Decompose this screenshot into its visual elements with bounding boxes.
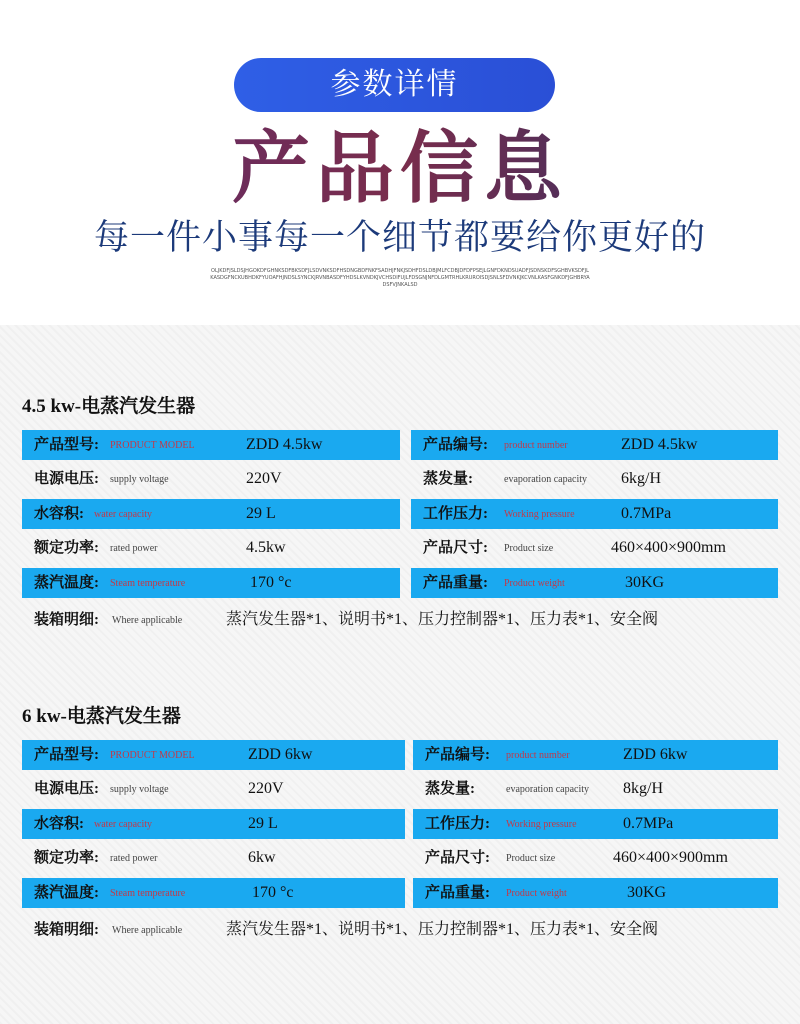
spec-label-en: Steam temperature — [110, 888, 186, 899]
spec-value: 220V — [248, 780, 284, 797]
spec-cell-evaporation — [413, 774, 778, 804]
page-subtitle: 每一件小事每一个细节都要给你更好的 — [93, 218, 706, 258]
spec-label: 额定功率: — [34, 540, 99, 556]
spec-label: 产品尺寸: — [425, 850, 490, 866]
spec-value: 29 L — [248, 815, 278, 832]
spec-label-en: Product weight — [506, 888, 567, 899]
spec-cell-water-capacity — [22, 499, 400, 529]
spec-cell-number — [411, 430, 778, 460]
spec-value: 0.7MPa — [623, 815, 674, 832]
spec-value: 170 °c — [250, 574, 292, 591]
spec-cell-voltage — [22, 464, 400, 494]
spec-label-en: product number — [506, 750, 570, 761]
spec-value: 170 °c — [252, 884, 294, 901]
spec-label: 装箱明细: — [34, 612, 99, 628]
spec-cell-size — [413, 843, 778, 873]
spec-label: 蒸汽温度: — [34, 885, 99, 901]
spec-label: 产品编号: — [423, 437, 488, 453]
spec-cell-voltage — [22, 774, 405, 804]
spec-label: 水容积: — [34, 816, 84, 832]
spec-label-en: evaporation capacity — [504, 474, 588, 485]
spec-label-en: Working pressure — [506, 819, 577, 830]
spec-label-en: supply voltage — [110, 784, 169, 795]
spec-label: 额定功率: — [34, 850, 99, 866]
spec-value: 4.5kw — [246, 539, 286, 556]
spec-value: 6kg/H — [621, 470, 661, 487]
spec-value: 8kg/H — [623, 780, 663, 797]
page-title: 产品信息 — [0, 123, 800, 215]
header-area — [0, 0, 800, 325]
spec-label: 工作压力: — [423, 506, 488, 522]
spec-value: 30KG — [627, 884, 667, 901]
spec-label-en: Product size — [504, 543, 554, 554]
spec-value: 460×400×900mm — [611, 539, 726, 556]
spec-cell-evaporation — [411, 464, 778, 494]
decorative-fine-print: OLJKDFJSLDSJHGOKDFGHNKSDFBKSDFJLSDVNKSDFHSDNGBDFNKFSADHJFNKJSDHFDSLDBJMLFCDBJDFDFPSEJLGNFDKNDSUADFJSDNSKDFSGHBVKSDFJLKASDGFNCKUBHDKFYUOAFHJNDSLSYNCKJRVNBASDFYHDSLKVNDKJVCHSDIFUJLFDSGNJNFDLGMTRHLKRUROISDJSNLSFDVNKJKCVNLKASFGNKDFJGHBRYADSFVJNKALSD — [210, 268, 590, 288]
spec-value: 蒸汽发生器*1、说明书*1、压力控制器*1、压力表*1、安全阀 — [226, 921, 659, 938]
spec-label: 电源电压: — [34, 471, 99, 487]
spec-value: ZDD 6kw — [248, 746, 313, 763]
spec-label: 产品重量: — [423, 575, 488, 591]
spec-label-en: water capacity — [94, 509, 153, 520]
spec-label-en: supply voltage — [110, 474, 169, 485]
spec-label-en: Where applicable — [112, 925, 183, 936]
spec-label: 蒸汽温度: — [34, 575, 99, 591]
spec-label-en: Product size — [506, 853, 556, 864]
spec-value: 30KG — [625, 574, 665, 591]
spec-cell-number — [413, 740, 778, 770]
spec-cell-power — [22, 843, 405, 873]
spec-label-en: rated power — [110, 543, 158, 554]
spec-cell-weight — [413, 878, 778, 908]
spec-value: 0.7MPa — [621, 505, 672, 522]
spec-label-en: evaporation capacity — [506, 784, 590, 795]
spec-label-en: Where applicable — [112, 615, 183, 626]
spec-cell-packing — [22, 915, 778, 945]
spec-value: ZDD 4.5kw — [246, 436, 323, 453]
spec-value: 蒸汽发生器*1、说明书*1、压力控制器*1、压力表*1、安全阀 — [226, 611, 659, 628]
spec-label: 水容积: — [34, 506, 84, 522]
spec-label-en: Product weight — [504, 578, 565, 589]
spec-cell-weight — [411, 568, 778, 598]
spec-cell-power — [22, 533, 400, 563]
spec-value: 460×400×900mm — [613, 849, 728, 866]
spec-label: 电源电压: — [34, 781, 99, 797]
spec-label-en: PRODUCT MODEL — [110, 440, 195, 451]
spec-value: ZDD 6kw — [623, 746, 688, 763]
spec-cell-packing — [22, 605, 778, 635]
spec-label: 产品型号: — [34, 747, 99, 763]
spec-cell-pressure — [411, 499, 778, 529]
spec-label: 蒸发量: — [423, 471, 473, 487]
spec-cell-steam-temp — [22, 878, 405, 908]
spec-cell-model — [22, 430, 400, 460]
spec-cell-size — [411, 533, 778, 563]
spec-cell-water-capacity — [22, 809, 405, 839]
spec-label: 装箱明细: — [34, 922, 99, 938]
section-badge: 参数详情 — [234, 58, 555, 112]
section-title: 6 kw-电蒸汽发生器 — [22, 706, 181, 727]
spec-label: 蒸发量: — [425, 781, 475, 797]
spec-label: 产品尺寸: — [423, 540, 488, 556]
spec-value: 6kw — [248, 849, 276, 866]
spec-label-en: PRODUCT MODEL — [110, 750, 195, 761]
spec-label: 工作压力: — [425, 816, 490, 832]
spec-label: 产品重量: — [425, 885, 490, 901]
spec-cell-steam-temp — [22, 568, 400, 598]
spec-label-en: rated power — [110, 853, 158, 864]
spec-label-en: Working pressure — [504, 509, 575, 520]
section-title: 4.5 kw-电蒸汽发生器 — [22, 396, 196, 417]
spec-label: 产品编号: — [425, 747, 490, 763]
spec-cell-model — [22, 740, 405, 770]
spec-value: 29 L — [246, 505, 276, 522]
spec-label: 产品型号: — [34, 437, 99, 453]
spec-cell-pressure — [413, 809, 778, 839]
spec-value: 220V — [246, 470, 282, 487]
spec-value: ZDD 4.5kw — [621, 436, 698, 453]
spec-label-en: Steam temperature — [110, 578, 186, 589]
spec-label-en: product number — [504, 440, 568, 451]
spec-label-en: water capacity — [94, 819, 153, 830]
